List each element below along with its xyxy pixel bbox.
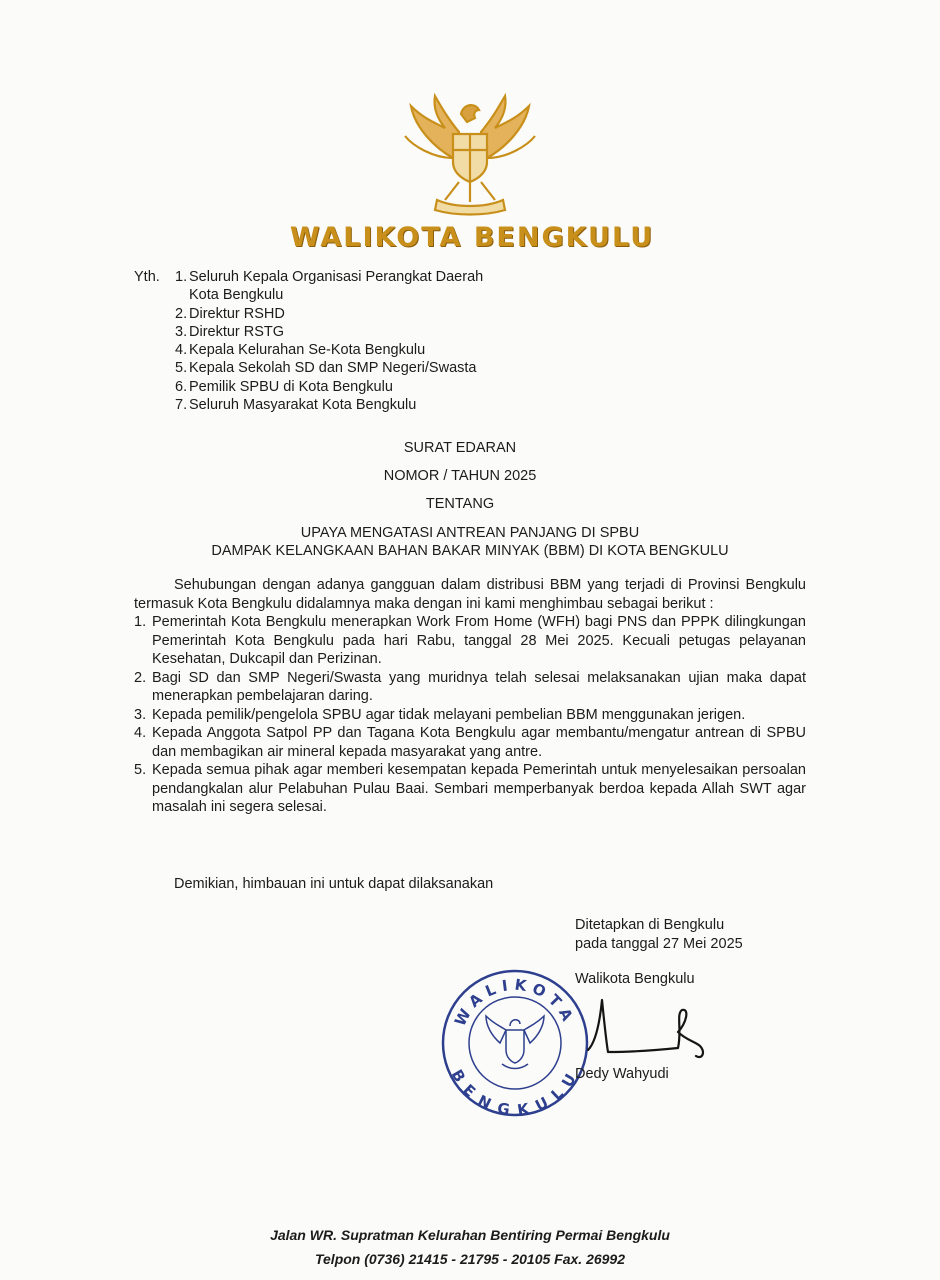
official-stamp-icon (440, 968, 590, 1118)
addressee-item: Seluruh Kepala Organisasi Perangkat Daerah (189, 269, 484, 285)
list-item: 1. Pemerintah Kota Bengkulu menerapkan Work From Home (WFH) bagi PNS dan PPPK dilingkungan Pemerintah Kota Bengkulu pada hari Rabu, tanggal 28 Mei 2025. Kecuali petugas pelayanan Kesehatan, Dukcapil dan Perizinan. (134, 614, 806, 667)
list-number: 7. (175, 397, 188, 414)
list-number: 2. (175, 305, 188, 322)
svg-text:WALIKOTA (451, 975, 579, 1029)
addressee-label: Yth. (134, 269, 160, 285)
list-item: 5. Kepada semua pihak agar memberi kesempatan kepada Pemerintah untuk menyelesaikan persoalan pendangkalan alur Pelabuhan Pulau Baai. Sembari memperbanyak berdoa kepada Allah SWT agar masalah ini segera selesai. (134, 762, 806, 815)
letter-number: NOMOR / TAHUN 2025 (383, 468, 537, 484)
addressee-item: Kepala Sekolah SD dan SMP Negeri/Swasta (189, 360, 477, 377)
list-number: 4. (175, 342, 188, 359)
svg-text:BENGKULU (448, 1066, 583, 1118)
letter-body (134, 576, 806, 817)
signatory-title: Walikota Bengkulu (575, 971, 695, 987)
point-list (134, 613, 806, 817)
list-item: 2. Bagi SD dan SMP Negeri/Swasta yang muridnya telah selesai melaksanakan ujian maka dapat menerapkan pembelajaran daring. (134, 669, 806, 704)
addressee-item: Kepala Kelurahan Se-Kota Bengkulu (189, 342, 426, 359)
addressee-item: Pemilik SPBU di Kota Bengkulu (189, 378, 393, 395)
signatory-name: Dedy Wahyudi (575, 1066, 669, 1082)
addressee-item: Direktur RSTG (189, 323, 285, 340)
closing-sentence: Demikian, himbauan ini untuk dapat dilaksanakan (174, 876, 494, 892)
list-number: 6. (175, 378, 188, 395)
addressee-item-continuation: Kota Bengkulu (189, 287, 284, 304)
list-item: 4. Kepada Anggota Satpol PP dan Tagana Kota Bengkulu agar membantu/mengatur antrean di SPBU dan membagikan air mineral kepada masyarakat yang antre. (134, 725, 806, 760)
stamp-text-top: WALIKOTA (450, 975, 579, 1030)
subject-line-1: UPAYA MENGATASI ANTREAN PANJANG DI SPBU (300, 525, 640, 541)
addressee-item: Seluruh Masyarakat Kota Bengkulu (189, 397, 417, 414)
addressee-list (134, 268, 483, 414)
footer-phone: Telpon (0736) 21415 - 21795 - 20105 Fax. 26992 (314, 1251, 625, 1267)
list-number: 1. (175, 269, 188, 285)
letter-about: TENTANG (425, 496, 495, 512)
intro-paragraph: Sehubungan dengan adanya gangguan dalam distribusi BBM yang terjadi di Provinsi Bengkulu termasuk Kota Bengkulu didalamnya maka dengan ini kami menghimbau sebagai berikut : (134, 577, 806, 612)
letter-type: SURAT EDARAN (403, 440, 517, 456)
stamp-text-bottom: BENGKULU (447, 1066, 583, 1118)
letter-title: WALIKOTA BENGKULU (289, 222, 655, 253)
addressee-item: Direktur RSHD (189, 305, 285, 322)
garuda-emblem-icon (375, 88, 565, 220)
subject-line-2: DAMPAK KELANGKAAN BAHAN BAKAR MINYAK (BBM) DI KOTA BENGKULU (211, 543, 729, 559)
list-number: 5. (175, 360, 188, 377)
place-line: Ditetapkan di Bengkulu (575, 917, 725, 933)
signature-place-date (575, 916, 743, 954)
handwritten-signature-icon (578, 990, 728, 1070)
list-item: 3. Kepada pemilik/pengelola SPBU agar tidak melayani pembelian BBM menggunakan jerigen. (134, 706, 746, 723)
footer-address: Jalan WR. Supratman Kelurahan Bentiring Permai Bengkulu (270, 1227, 670, 1243)
date-line: pada tanggal 27 Mei 2025 (575, 936, 743, 952)
list-number: 3. (175, 323, 188, 340)
